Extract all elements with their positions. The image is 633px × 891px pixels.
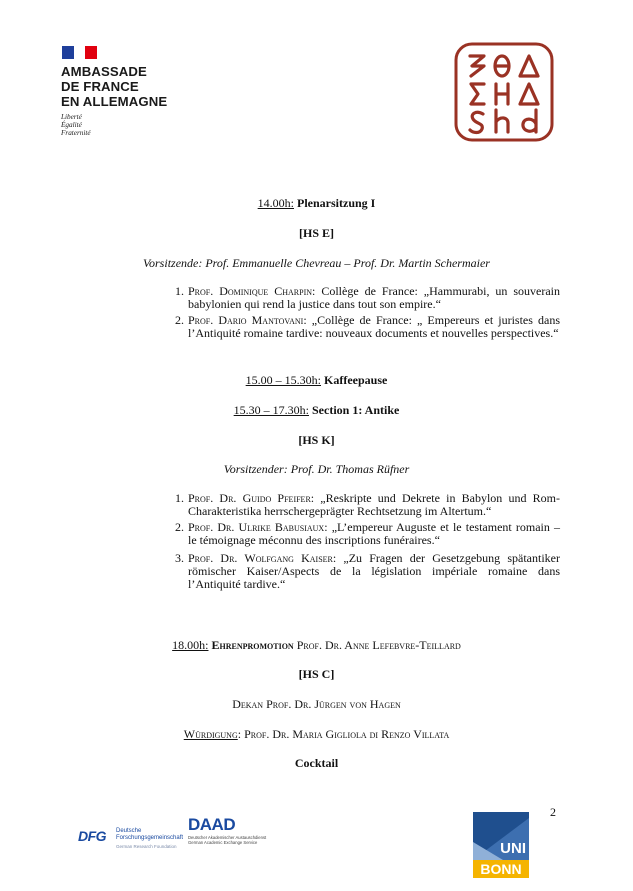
uni-label: UNI: [500, 840, 526, 857]
bonn-label: BONN: [480, 861, 522, 877]
section1-item-1: [175, 491, 560, 518]
seal-logo-icon: [454, 42, 554, 142]
speaker-name: Prof. Dario Mantovani: [188, 313, 304, 327]
promotion-person: Prof. Dr. Anne Lefebvre-Teillard: [293, 638, 461, 652]
plenary-item-2: [175, 313, 561, 340]
section1-item-2: [175, 520, 560, 547]
cocktail-line: Cocktail: [294, 756, 339, 770]
uni-bonn-logo: [473, 812, 529, 878]
dfg-name-line-1: Deutsche: [116, 828, 142, 834]
section1-item-3: [175, 551, 560, 591]
plenary-chairs: Vorsitzende: Prof. Emmanuelle Chevreau – Prof. Dr. Martin Schermaier: [143, 256, 490, 270]
dfg-name-line-2: Forschungsgemeinschaft: [116, 835, 184, 841]
embassy-name-line-1: AMBASSADE: [61, 64, 147, 79]
dfg-abbreviation: DFG: [78, 828, 107, 844]
section1-title: Section 1: Antike: [309, 403, 400, 417]
speaker-name: Prof. Dominique Charpin: [188, 284, 313, 298]
item-number: 2.: [175, 313, 184, 327]
laudatio-line: [0, 727, 633, 742]
section1-time: 15.30 – 17.30h:: [233, 403, 309, 417]
promotion-room: [HS C]: [298, 667, 335, 681]
section1-heading: [0, 403, 633, 418]
embassy-name-line-3: EN ALLEMAGNE: [61, 94, 168, 109]
bonn-label-bar: [473, 860, 529, 878]
plenary-time: 14.00h:: [257, 196, 294, 210]
speaker-name: Prof. Dr. Wolfgang Kaiser: [188, 551, 333, 565]
laudatio-label: Würdigung: [183, 727, 238, 741]
plenary-title: Plenarsitzung I: [294, 196, 376, 210]
talk-text: : Collège de France: „Hammurabi, un souverain babylonien qui rend la justice dans tout son empire.“: [188, 284, 560, 311]
speaker-name: Prof. Dr. Ulrike Babusiaux: [188, 520, 325, 534]
daad-line-1: Deutscher Akademischer Austauschdienst: [188, 835, 267, 840]
section1-room: [HS K]: [298, 433, 335, 447]
break-heading: [0, 373, 633, 388]
plenary-item-1: [175, 284, 560, 311]
daad-line-2: German Academic Exchange Service: [188, 840, 258, 845]
dfg-subtitle: German Research Foundation: [116, 844, 177, 849]
daad-abbreviation: DAAD: [188, 815, 236, 834]
item-number: 1.: [175, 284, 184, 298]
item-number: 3.: [175, 551, 184, 565]
item-number: 2.: [175, 520, 184, 534]
talk-text: : „Reskripte und Dekrete in Babylon und Rom-Charakteristika herrschergeprägter Rechtsetzung im Altertum.“: [188, 491, 560, 518]
embassy-name-line-2: DE FRANCE: [61, 79, 139, 94]
dfg-logo: [78, 826, 186, 852]
item-number: 1.: [175, 491, 184, 505]
section1-chair: Vorsitzender: Prof. Dr. Thomas Rüfner: [223, 462, 410, 476]
break-title: Kaffeepause: [321, 373, 388, 387]
motto-liberte: Liberté: [61, 113, 82, 121]
plenary-room: [HS E]: [298, 226, 334, 240]
speaker-name: Prof. Dr. Guido Pfeifer: [188, 491, 311, 505]
talk-text: : „L’empereur Auguste et le testament romain – le témoignage méconnu des inscriptions funéraires.“: [188, 520, 560, 547]
promotion-title: Ehrenpromotion: [208, 638, 294, 652]
motto-fraternite: Fraternité: [61, 129, 91, 137]
dean-line: Dekan Prof. Dr. Jürgen von Hagen: [232, 697, 401, 711]
french-flag-icon: [62, 46, 97, 59]
motto-egalite: Égalité: [61, 121, 82, 129]
page-number: 2: [550, 805, 556, 819]
break-time: 15.00 – 15.30h:: [245, 373, 321, 387]
talk-text: : „Collège de France: „ Empereurs et juristes dans l’Antiquité romaine tardive: nouveaux documents et nouvelles perspectives.“: [188, 313, 561, 340]
laudatio-person: : Prof. Dr. Maria Gigliola di Renzo Villata: [237, 727, 450, 741]
promotion-time: 18.00h:: [172, 638, 209, 652]
talk-text: : „Zu Fragen der Gesetzgebung spätantiker römischer Kaiser/Aspects de la législation impériale romaine dans l’Antiquité tardive.“: [188, 551, 560, 591]
promotion-heading: [0, 638, 633, 653]
plenary-heading: [0, 196, 633, 211]
daad-logo: [188, 815, 283, 845]
